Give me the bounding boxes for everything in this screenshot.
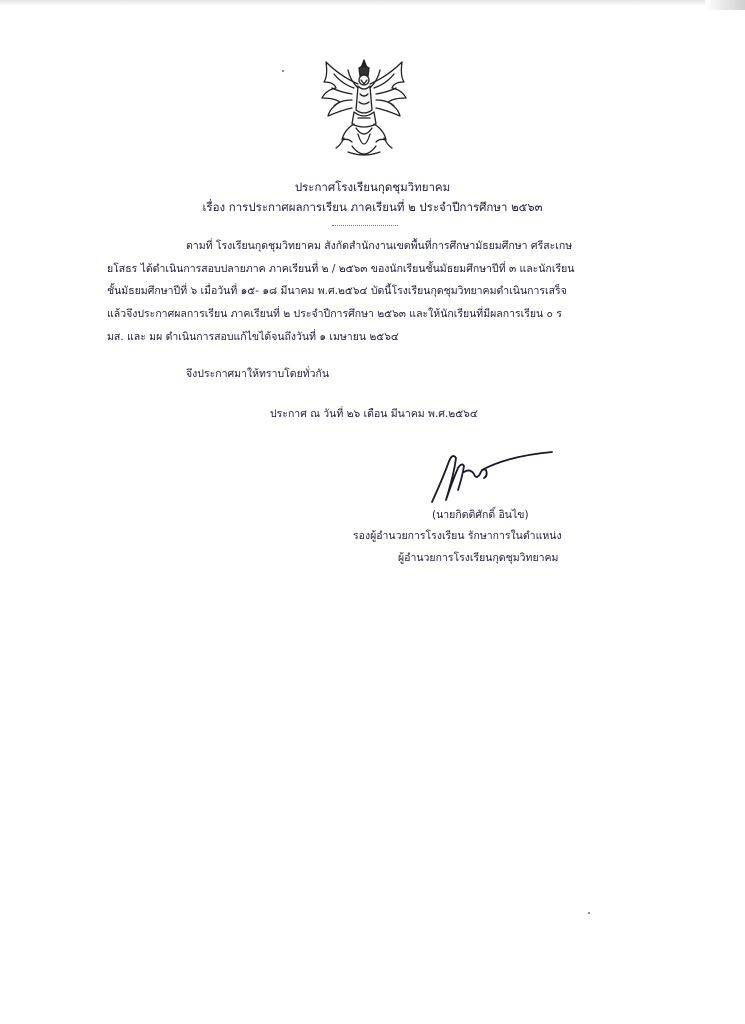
body-line-3: ชั้นมัธยมศึกษาปีที่ ๖ เมื่อวันที่ ๑๕- ๑๘ มีนาคม พ.ศ.๒๕๖๔ บัดนี้โรงเรียนกุดชุมวิทยาคมดำเนินการเสร็จ <box>107 285 567 297</box>
closing-text: จึงประกาศมาให้ทราบโดยทั่วกัน <box>186 368 330 380</box>
scan-speck <box>282 70 284 72</box>
scan-speck <box>588 912 590 914</box>
body-line-5: มส. และ มผ ดำเนินการสอบแก้ไขได้จนถึงวันที่ ๑ เมษายน ๒๕๖๔ <box>107 331 399 343</box>
announcement-subject: เรื่อง การประกาศผลการเรียน ภาคเรียนที่ ๒ ประจำปีการศึกษา ๒๕๖๓ <box>202 200 543 214</box>
scan-edge-corner <box>705 0 745 10</box>
title-divider <box>332 225 398 226</box>
body-line-4: แล้วจึงประกาศผลการเรียน ภาคเรียนที่ ๒ ประจำปีการศึกษา ๒๕๖๓ และให้นักเรียนที่มีผลการเรียน ๐ ร <box>107 308 562 320</box>
body-line-2: ยโสธร ได้ดำเนินการสอบปลายภาค ภาคเรียนที่ ๒ / ๒๕๖๓ ของนักเรียนชั้นมัธยมศึกษาปีที่ ๓ และนักเรียน <box>107 263 575 275</box>
signatory-position-2: ผู้อำนวยการโรงเรียนกุดชุมวิทยาคม <box>398 552 559 564</box>
body-line-1: ตามที่ โรงเรียนกุดชุมวิทยาคม สังกัดสำนักงานเขตพื้นที่การศึกษามัธยมศึกษา ศรีสะเกษ <box>186 240 573 252</box>
garuda-emblem-icon <box>318 58 410 162</box>
handwritten-signature <box>428 444 560 508</box>
signatory-position-1: รองผู้อำนวยการโรงเรียน รักษาการในตำแหน่ง <box>353 530 562 542</box>
announcement-title: ประกาศโรงเรียนกุดชุมวิทยาคม <box>294 180 451 194</box>
scan-edge-top <box>0 0 745 6</box>
announcement-date: ประกาศ ณ วันที่ ๒๖ เดือน มีนาคม พ.ศ.๒๕๖๔ <box>270 408 478 420</box>
signatory-name: (นายกิตติศักดิ์ อินไข) <box>432 509 529 521</box>
